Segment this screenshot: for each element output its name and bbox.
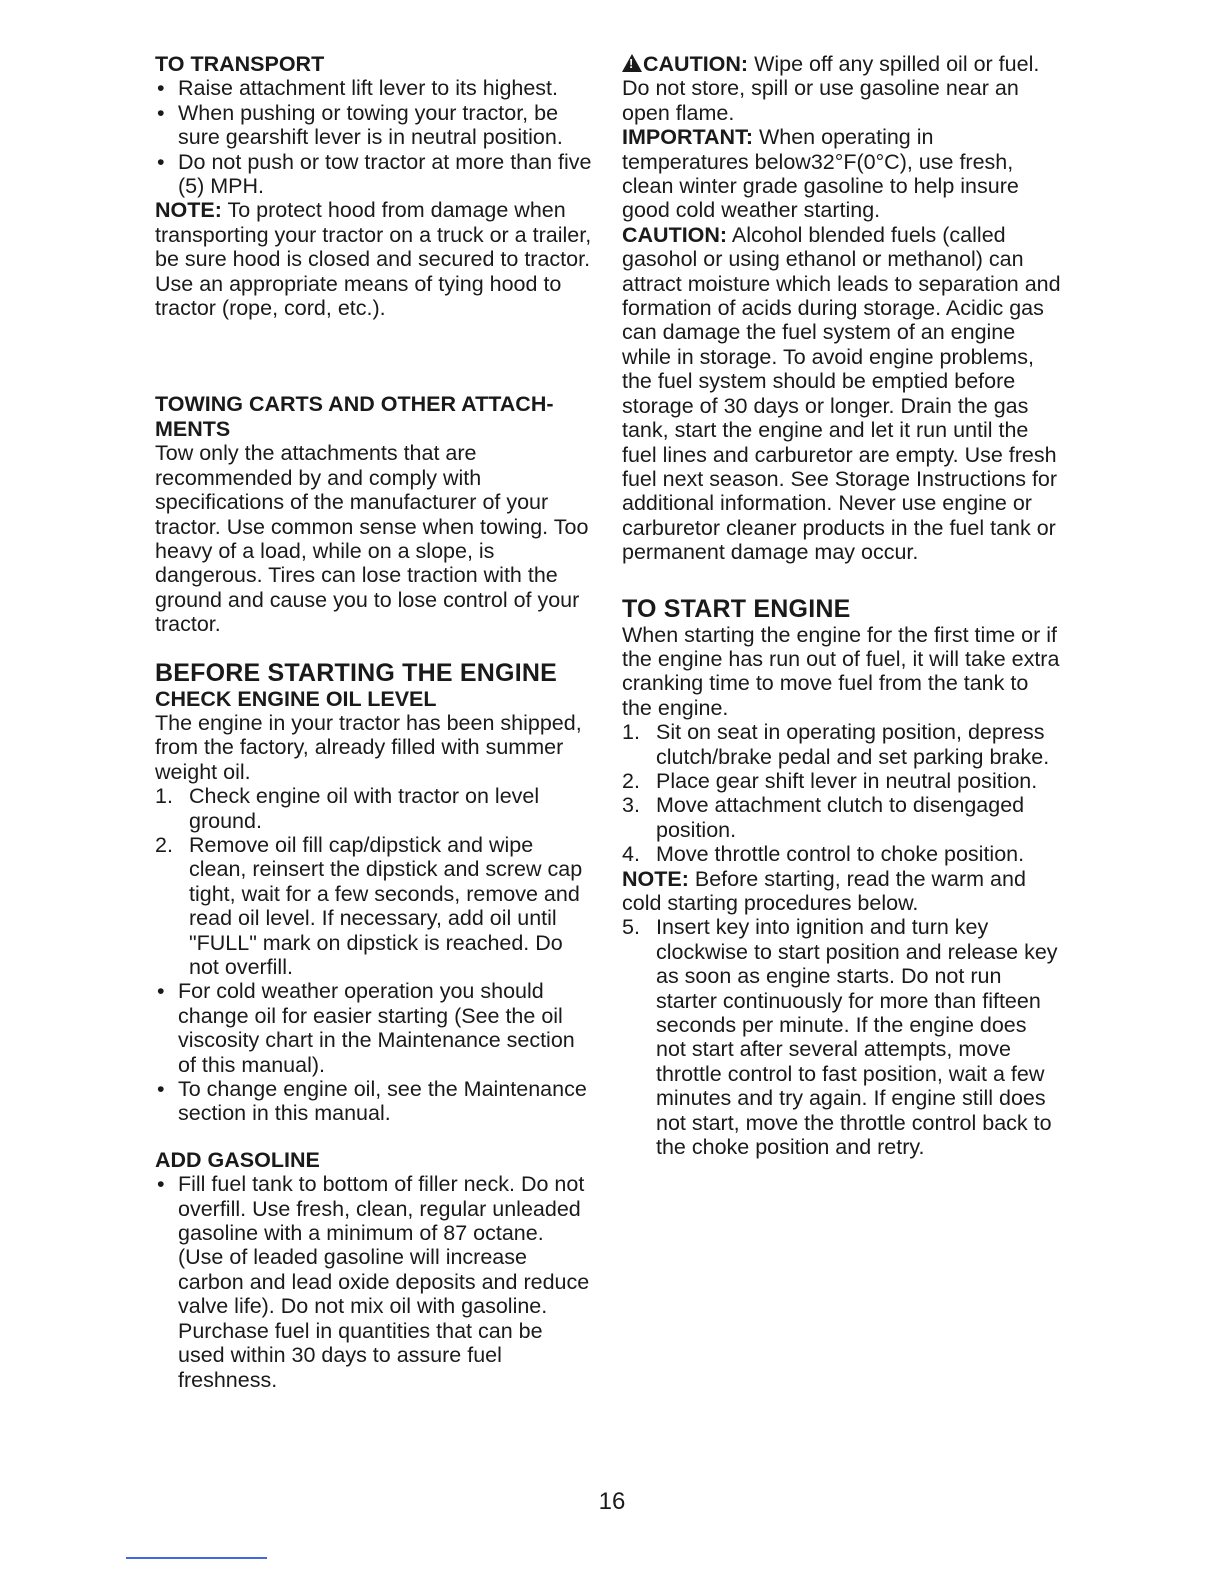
check-oil-intro: The engine in your tractor has been shipped, from the factory, already filled with summer weight oil. <box>155 710 582 784</box>
check-oil-heading: CHECK ENGINE OIL LEVEL <box>155 686 437 711</box>
bottom-rule <box>126 1557 267 1559</box>
left-column <box>155 52 595 1392</box>
towing-heading: TOWING CARTS AND OTHER ATTACH-MENTS <box>155 392 554 441</box>
list-item: • Raise attachment lift lever to its highest. <box>157 76 559 101</box>
list-item: • To change engine oil, see the Maintenance section in this manual. <box>157 1077 587 1126</box>
caution-paragraph: !CAUTION: Wipe off any spilled oil or fuel. Do not store, spill or use gasoline near an open flame. <box>622 52 1062 125</box>
list-item: • For cold weather operation you should change oil for easier starting (See the oil viscosity chart in the Maintenance section of this manual). <box>157 979 575 1077</box>
caution-alcohol-paragraph: CAUTION: Alcohol blended fuels (called gasohol or using ethanol or methanol) can attract moisture which leads to separation and formation of acids during storage. Acidic gas can damage the fuel system of an engine while in storage. To avoid engine problems, the fuel system should be emptied before storage of 30 days or longer. Drain the gas tank, start the engine and let it run until the fuel lines and carburetor are empty. Use fresh fuel next season. See Storage Instructions for additional information. Never use engine or carburetor cleaner products in the fuel tank or permanent damage may occur. <box>622 222 1061 565</box>
list-item: 5. Insert key into ignition and turn key clockwise to start position and release key as soon as engine starts. Do not run starter continuously for more than fifteen seconds per minute. If the engine does not start after several attempts, move throttle control to fast position, wait a few minutes and try again. If engine still does not start, move the throttle control back to the choke position and retry. <box>622 915 1058 1160</box>
list-item: 2. Place gear shift lever in neutral position. <box>622 768 1038 793</box>
right-column <box>622 52 1062 1159</box>
warning-triangle-icon <box>622 54 642 72</box>
page-number: 16 <box>598 1488 626 1515</box>
start-engine-intro: When starting the engine for the first time or if the engine has run out of fuel, it will take extra cranking time to move fuel from the tank to the engine. <box>622 622 1060 720</box>
start-engine-heading: TO START ENGINE <box>622 594 851 623</box>
list-item: 2. Remove oil fill cap/dipstick and wipe clean, reinsert the dipstick and screw cap tight, wait for a few seconds, remove and read oil level. If necessary, add oil until "FULL" mark on dipstick is reached. Do not overfill. <box>155 832 583 979</box>
list-item: 1. Sit on seat in operating position, depress clutch/brake pedal and set parking brake. <box>622 720 1050 769</box>
list-item: • When pushing or towing your tractor, be sure gearshift lever is in neutral position. <box>157 100 563 150</box>
important-paragraph: IMPORTANT: When operating in temperatures below32°F(0°C), use fresh, clean winter grade gasoline to help insure good cold weather starting. <box>622 125 1019 223</box>
list-item: 1. Check engine oil with tractor on level ground. <box>155 784 540 833</box>
list-item: 3. Move attachment clutch to disengaged position. <box>622 793 1025 842</box>
towing-text: Tow only the attachments that are recommended by and comply with specifications of the manufacturer of your tractor. Use common sense when towing. Too heavy of a load, while on a slope, is dangerous. Tires can lose traction with the ground and cause you to lose control of your tractor. <box>155 441 589 637</box>
list-item: • Do not push or tow tractor at more than five (5) MPH. <box>157 149 592 199</box>
before-start-heading: BEFORE STARTING THE ENGINE <box>155 658 557 687</box>
list-item: 4. Move throttle control to choke position. <box>622 842 1025 867</box>
start-note: NOTE: Before starting, read the warm and cold starting procedures below. <box>622 866 1026 915</box>
transport-heading: TO TRANSPORT <box>155 52 325 76</box>
transport-note: NOTE: To protect hood from damage when transporting your tractor on a truck or a trailer, be sure hood is closed and secured to tractor. Use an appropriate means of tying hood to tractor (rope, cord, etc.). <box>155 198 592 321</box>
list-item: • Fill fuel tank to bottom of filler neck. Do not overfill. Use fresh, clean, regular unleaded gasoline with a minimum of 87 octane. (Use of leaded gasoline will increase carbon and lead oxide deposits and reduce valve life). Do not mix oil with gasoline. Purchase fuel in quantities that can be used within 30 days to assure fuel freshness. <box>157 1172 590 1392</box>
gasoline-heading: ADD GASOLINE <box>155 1147 320 1172</box>
